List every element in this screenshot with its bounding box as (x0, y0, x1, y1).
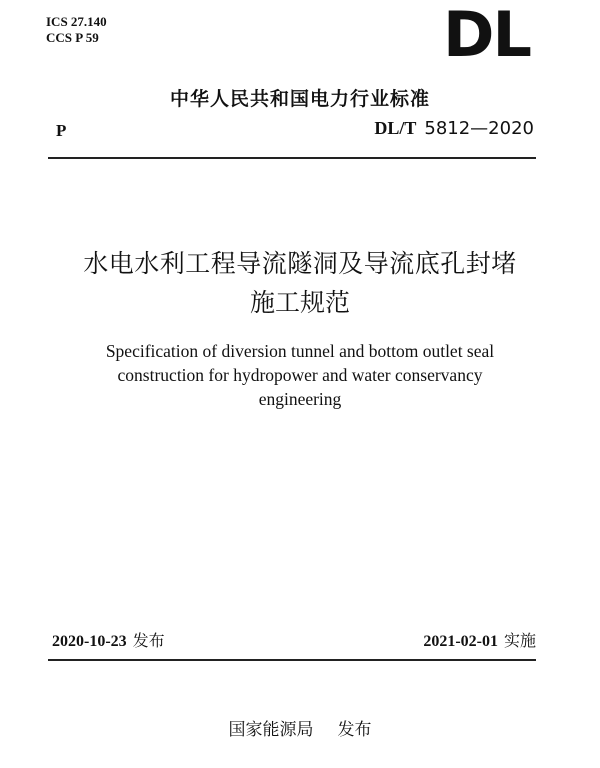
dl-logo: DL (443, 0, 530, 71)
issue-date (52, 628, 165, 651)
issue-date-label: 发布 (132, 631, 165, 650)
standard-number (374, 118, 534, 139)
title-chinese-line-1: 水电水利工程导流隧洞及导流底孔封堵 (83, 249, 517, 278)
issuer-name: 国家能源局 (228, 720, 314, 740)
industry-standard-heading: 中华人民共和国电力行业标准 (169, 88, 430, 110)
bottom-divider (48, 659, 536, 661)
ics-code: ICS 27.140 (46, 14, 107, 29)
title-chinese-line-2: 施工规范 (249, 288, 350, 317)
title-english-line-2: construction for hydropower and water conservancy (117, 365, 483, 385)
implementation-date-label: 实施 (503, 631, 536, 650)
issue-date-value: 2020-10-23 (52, 633, 127, 650)
standard-code: 5812—2020 (424, 118, 534, 139)
category-letter: P (56, 121, 67, 140)
implementation-date (423, 628, 536, 651)
standard-prefix: DL/T (374, 118, 417, 138)
classification-codes (46, 14, 107, 46)
issuer-verb: 发布 (337, 720, 372, 740)
title-english-line-3: engineering (258, 389, 342, 409)
title-english-line-1: Specification of diversion tunnel and bottom outlet seal (105, 341, 495, 361)
top-divider (48, 157, 536, 159)
issuing-authority (0, 715, 600, 740)
implementation-date-value: 2021-02-01 (423, 633, 498, 650)
ccs-code: CCS P 59 (46, 30, 99, 45)
